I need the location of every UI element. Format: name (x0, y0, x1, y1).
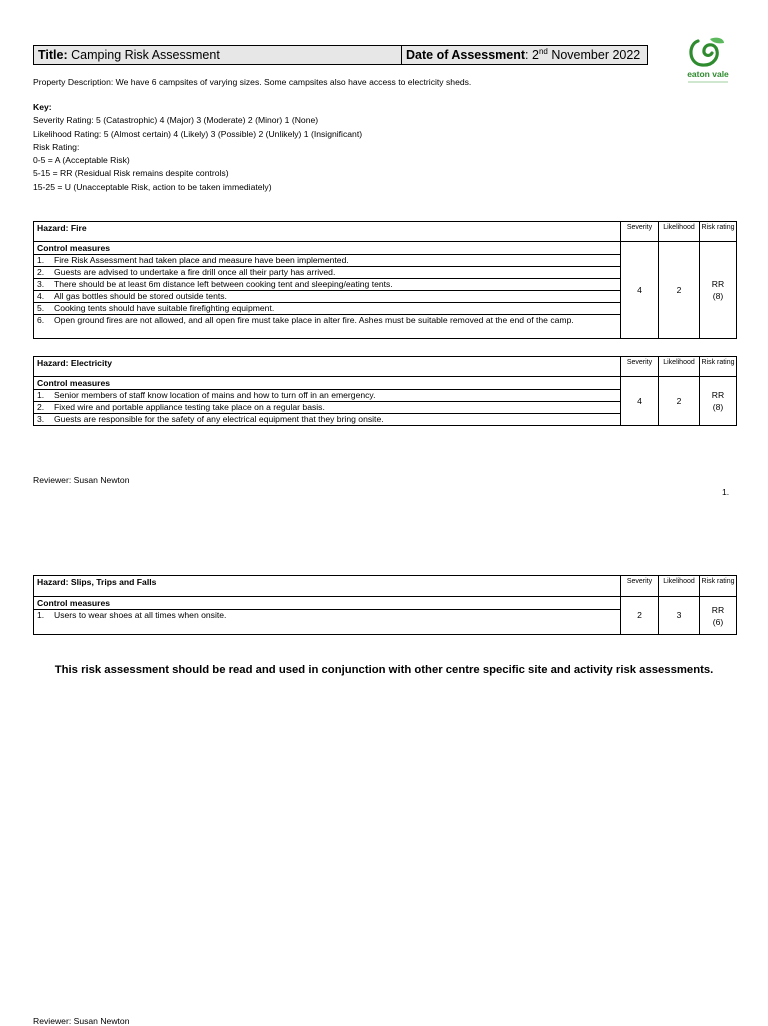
date-rest: November 2022 (547, 48, 641, 62)
measure-number: 1. (37, 610, 45, 620)
measure-text: Senior members of staff know location of mains and how to turn off in an emergency. (54, 390, 376, 400)
key-line: 15-25 = U (Unacceptable Risk, action to be taken immediately) (33, 181, 272, 192)
measure-text: Users to wear shoes at all times when onsite. (54, 610, 227, 620)
conjunction-note: This risk assessment should be read and used in conjunction with other centre specific site and activity risk assessments. (54, 664, 714, 676)
risk-header: Risk rating (700, 576, 737, 597)
hazard-title: Hazard: Fire (34, 222, 621, 242)
control-measures-label: Control measures (34, 377, 621, 390)
key-line: 5-15 = RR (Residual Risk remains despite controls) (33, 168, 229, 179)
reviewer-label: Reviewer: Susan Newton (33, 1016, 130, 1026)
likelihood-value: 2 (659, 242, 700, 339)
measure-text: Guests are responsible for the safety of any electrical equipment that they bring onsite. (54, 414, 384, 424)
measure-number: 3. (37, 414, 45, 424)
severity-value: 4 (621, 242, 659, 339)
title-value: Camping Risk Assessment (71, 48, 220, 62)
control-measure (34, 414, 621, 426)
measure-text: Open ground fires are not allowed, and all open fire must take place in alter fire. Ashes must be suitable removed at the end of the camp. (54, 315, 574, 325)
title-cell (34, 46, 402, 64)
measure-number: 5. (37, 303, 45, 313)
key-line: Likelihood Rating: 5 (Almost certain) 4 (Likely) 3 (Possible) 2 (Unlikely) 1 (Insignificant) (33, 128, 363, 139)
measure-number: 1. (37, 390, 45, 400)
key-line: Risk Rating: (33, 141, 80, 152)
hazard-table-fire (33, 221, 737, 339)
control-measure (34, 610, 621, 635)
control-measure (34, 255, 621, 267)
measure-text: Fixed wire and portable appliance testing take place on a regular basis. (54, 402, 325, 412)
date-suffix: nd (538, 46, 548, 56)
hazard-table-slips (33, 575, 737, 635)
page-number: 1. (722, 487, 730, 497)
property-description: Property Description: We have 6 campsites of varying sizes. Some campsites also have access to electricity sheds. (33, 77, 472, 87)
date-prefix: : 2 (525, 48, 539, 62)
control-measure (34, 303, 621, 315)
measure-text: Cooking tents should have suitable firefighting equipment. (54, 303, 275, 313)
measure-number: 3. (37, 279, 45, 289)
measure-number: 2. (37, 402, 45, 412)
reviewer-label: Reviewer: Susan Newton (33, 475, 130, 485)
risk-code: RR (711, 279, 725, 289)
measure-number: 1. (37, 255, 45, 265)
title-label: Title: (38, 48, 68, 62)
control-measures-label: Control measures (34, 597, 621, 610)
measure-number: 4. (37, 291, 45, 301)
control-measure (34, 291, 621, 303)
measure-text: Guests are advised to undertake a fire drill once all their party has arrived. (54, 267, 336, 277)
control-measure (34, 267, 621, 279)
key-heading: Key: (33, 102, 52, 112)
logo-text: eaton vale (687, 69, 729, 79)
likelihood-header: Likelihood (659, 357, 700, 377)
severity-value: 2 (621, 597, 659, 635)
severity-header: Severity (621, 222, 659, 242)
likelihood-value: 3 (659, 597, 700, 635)
leaf-logo-icon (680, 36, 736, 86)
rating-key (33, 101, 362, 194)
severity-header: Severity (621, 576, 659, 597)
severity-header: Severity (621, 357, 659, 377)
risk-score: (8) (712, 291, 724, 301)
hazard-table-electricity (33, 356, 737, 426)
eaton-vale-logo (680, 36, 736, 86)
risk-header: Risk rating (700, 222, 737, 242)
risk-header: Risk rating (700, 357, 737, 377)
date-label: Date of Assessment (406, 48, 526, 62)
risk-code: RR (711, 604, 725, 615)
hazard-title: Hazard: Electricity (34, 357, 621, 377)
risk-rating-value (700, 242, 737, 339)
control-measure (34, 279, 621, 291)
measure-number: 2. (37, 267, 45, 277)
key-line: Severity Rating: 5 (Catastrophic) 4 (Major) 3 (Moderate) 2 (Minor) 1 (None) (33, 115, 319, 126)
measure-text: Fire Risk Assessment had taken place and measure have been implemented. (54, 255, 349, 265)
control-measure (34, 390, 621, 402)
risk-score: (8) (712, 402, 724, 412)
risk-rating-value (700, 597, 737, 635)
title-bar (33, 45, 648, 65)
likelihood-header: Likelihood (659, 222, 700, 242)
control-measures-label: Control measures (34, 242, 621, 255)
likelihood-value: 2 (659, 377, 700, 426)
control-measure (34, 315, 621, 339)
key-line: 0-5 = A (Acceptable Risk) (33, 155, 130, 166)
likelihood-header: Likelihood (659, 576, 700, 597)
measure-text: There should be at least 6m distance left between cooking tent and sleeping/eating tents. (54, 279, 393, 289)
risk-rating-value (700, 377, 737, 426)
control-measure (34, 402, 621, 414)
risk-code: RR (711, 390, 725, 400)
severity-value: 4 (621, 377, 659, 426)
measure-number: 6. (37, 315, 45, 325)
hazard-title: Hazard: Slips, Trips and Falls (34, 576, 621, 597)
risk-score: (6) (712, 616, 724, 627)
measure-text: All gas bottles should be stored outside tents. (54, 291, 227, 301)
date-cell (402, 46, 647, 64)
